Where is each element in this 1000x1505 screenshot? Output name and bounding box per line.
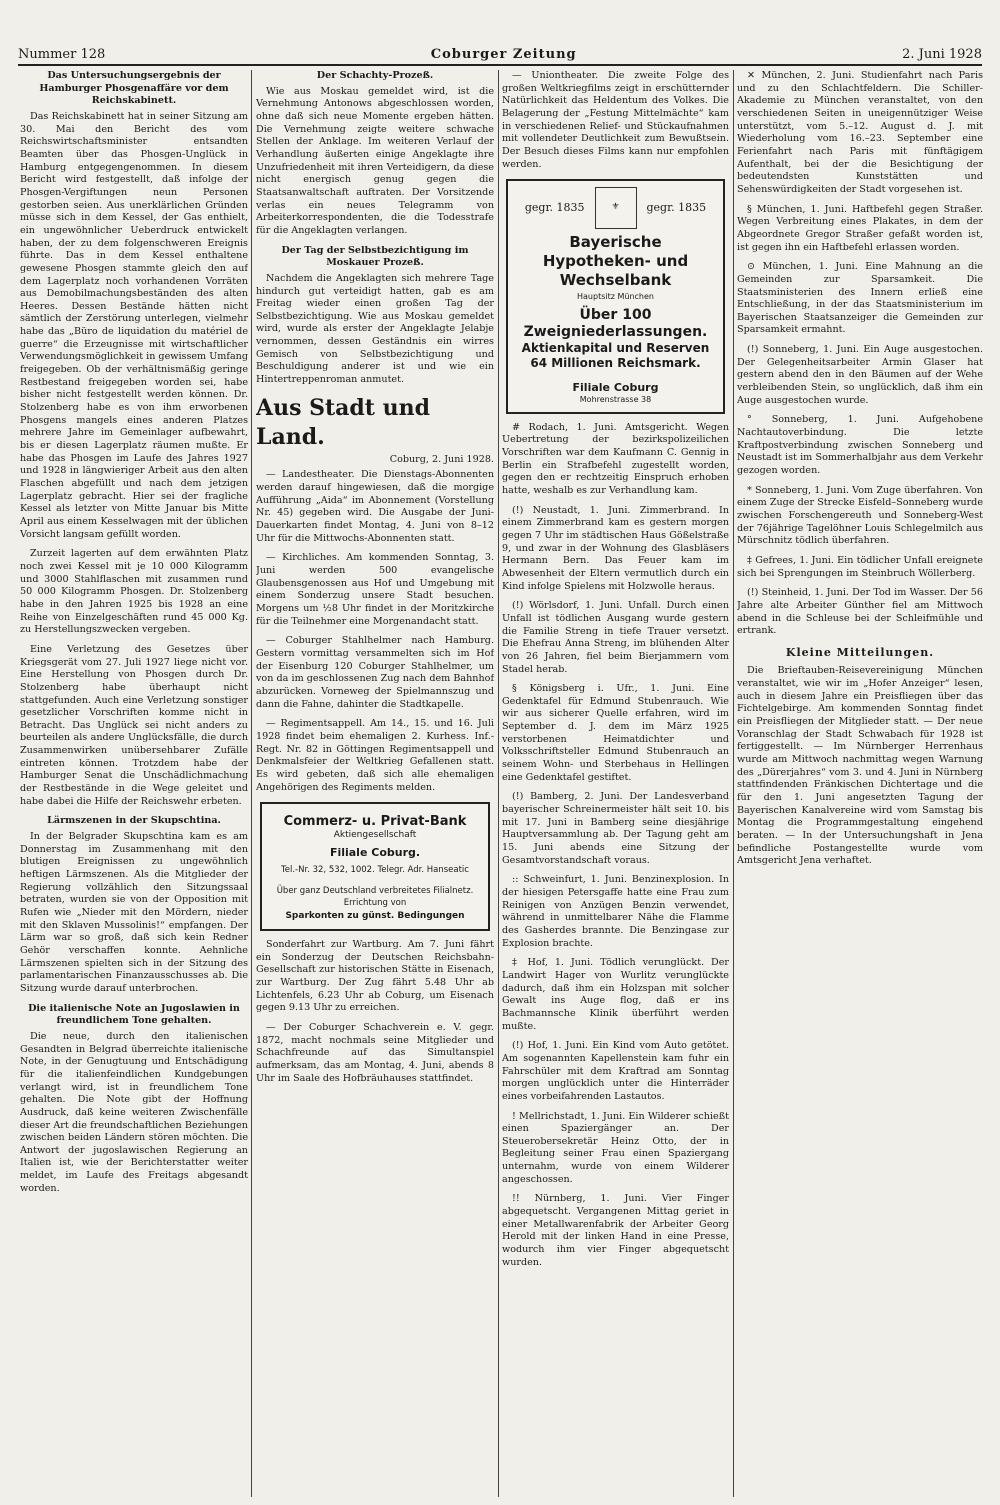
article bbox=[502, 1111, 729, 1187]
article bbox=[502, 505, 729, 594]
article-body: Das Reichskabinett hat in seiner Sitzung am 30. Mai den Bericht des vom Reichswirtschaftsminister entsandten Beamten über das Phosgen-Unglück in Hamburg entgegengenommen. In diesem Bericht wird festgestellt, daß infolge der Phosgen-Vergiftungen neun Personen gestorben seien. Aus unerklärlichen Gründen müsse sich in dem Kessel, der Gas enthielt, ein ungewöhnlicher Ueberdruck entwickelt haben, der zu dem folgenschweren Ereignis führte. Das in dem Kessel enthaltene gewesene Phosgen stammte gleich den auf dem Lagerplatz noch vorhandenen Vorräten aus Demobilmachungsbeständen des alten Heeres. Dessen Bestände hätten nicht sämtlich der Zerstörung unterlegen, vielmehr habe das „Büro de liquidation du matériel de guerre“ die Erzeugnisse mit wirtschaftlicher Verwendungsmöglichkeit in gewissem Umfang freigegeben. Ob der verhältnismäßig geringe Restbestand freigegeben worden sei, habe bisher nicht festgestellt werden können. Dr. Stolzenberg habe es von ihm erworbenen Phosgens mangels eines anderen Platzes mehrere Jahre im Gemeinlager aufbewahrt, bis er diesen Lagerplatz räumen mußte. Er habe das Phosgen im Laufe des Jahres 1927 und 1928 in längwieriger Arbeit aus den alten Flaschen abgefüllt und nach dem jetzigen Lagerplatz gebracht. Hier sei der fragliche Kessel als letzter von Mitte Januar bis Mitte April aus einem Kesselwagen mit der üblichen Vorsicht langsam gefüllt worden. bbox=[20, 110, 248, 540]
issue-number: Nummer 128 bbox=[18, 47, 106, 62]
article bbox=[502, 957, 729, 1033]
article-body: ‡ Hof, 1. Juni. Tödlich verunglückt. Der Landwirt Hager von Wurlitz verunglückte dadurch, daß ihm ein Holzspan mit solcher Gewalt ins Auge flog, daß er ins Bachmannsche Klinik überführt werden mußte. bbox=[502, 957, 729, 1032]
article bbox=[256, 552, 494, 628]
article-body: ⊙ München, 1. Juni. Eine Mahnung an die Gemeinden zur Sparsamkeit. Die Staatsministerien des Innern erließ eine Entschließung, in der das Staatsministerium im Bayerischen Staatsanzeiger die Gemeinden zur Sparsamkeit ermahnt. bbox=[737, 261, 983, 336]
ad-headquarters: Hauptsitz München bbox=[577, 291, 654, 301]
article-body: — Kirchliches. Am kommenden Sonntag, 3. Juni werden 500 evangelische Glaubensgenossen aus Hof und Umgebung mit einem Sonderzug unsere Stadt besuchen. Morgens um ½8 Uhr findet in der Moritzkirche für die Teilnehmer eine Morgenandacht statt. bbox=[256, 552, 494, 627]
article bbox=[737, 665, 983, 868]
column-divider bbox=[251, 70, 252, 1497]
article-body: Die Brieftauben-Reisevereinigung München veranstaltet, wie wir im „Hofer Anzeiger“ lesen, auch in diesem Jahre ein Preisfliegen über das Fichtelgebirge. Am kommenden Sonntag findet ein Preisfliegen der Mitglieder statt. — Der neue Voranschlag der Stadt Schwabach für 1928 ist fertiggestellt. — Im Nürnberger Herrenhaus wurde am Mittwoch nachmittag wegen Warnung des „Dürerjahres“ vom 3. und 4. Juni in Nürnberg stattfindenden Fränkischen Dichtertage und die für den 1. Juni angesetzten Tagung der Bayerischen Kanalvereine wird vom Samstag bis Montag die Programmgestaltung eingehend beraten. — In der Untersuchungshaft in Jena befindliche Postangestellte wurde vom Amtsgericht Jena verhaftet. bbox=[737, 665, 983, 867]
ad-branch: Filiale Coburg bbox=[572, 380, 659, 394]
article bbox=[20, 815, 248, 995]
ad-footer-line: Über ganz Deutschland verbreitetes Filialnetz. bbox=[276, 886, 474, 897]
article bbox=[256, 939, 494, 1015]
ad-footer bbox=[268, 886, 482, 923]
article bbox=[502, 70, 729, 171]
article-body: ✕ München, 2. Juni. Studienfahrt nach Paris und zu den Schlachtfeldern. Die Schiller-Akademie zu München veranstaltet, von den verschiedenen Seiten in uneigennütziger Weise unterstützt, vom 5.–12. August d. J. mit Wiederholung vom 16.–23. September eine Ferienfahrt nach Paris mit fünftägigem Aufenthalt, bei der die Besichtigung der bedeutendsten Kunststätten und Sehenswürdigkeiten der Stadt vorgesehen ist. bbox=[737, 70, 983, 195]
article-body: Nachdem die Angeklagten sich mehrere Tage hindurch gut verteidigt hatten, gab es am Freitag wieder einen großen Tag der Selbstbezichtigung. Wie aus Moskau gemeldet wird, wurde als erster der Angeklagte Jelabje vernommen, dessen Geständnis ein wirres Gemisch von Selbstbezichtigung und Beschuldigung anderer ist und wie ein Hintertreppenroman anmutet. bbox=[256, 272, 494, 386]
article-body: — Uniontheater. Die zweite Folge des großen Weltkriegfilms zeigt in erschütternder Natürlichkeit das Heldentum des Volkes. Die Belagerung der „Festung Mittelmächte“ kam in verschiedenen Relief- und Stückaufnahmen mit vollendeter Deutlichkeit zum Bewußtsein. Der Besuch dieses Films kann nur empfohlen werden. bbox=[502, 70, 729, 170]
ad-amount: 64 Millionen Reichsmark. bbox=[530, 355, 701, 370]
column-divider bbox=[733, 70, 734, 1497]
article-body: Zurzeit lagerten auf dem erwähnten Platz noch zwei Kessel mit je 10 000 Kilogramm und 3000 Stahlflaschen mit zusammen rund 50 000 Kilogramm Phosgen. Dr. Stolzenberg habe in den Jahren 1925 bis 1928 an eine Reihe von Einzelgeschäften rund 45 000 Kg. zu Herstellungszwecken vergeben. bbox=[20, 548, 248, 636]
article-title: Der Schachty-Prozeß. bbox=[316, 70, 434, 81]
article bbox=[502, 1193, 729, 1269]
article-body: — Regimentsappell. Am 14., 15. und 16. Juli 1928 findet beim ehemaligen 2. Kurhess. Inf.-Regt. Nr. 82 in Göttingen Regimentsappell und Denkmalsfeier der Weltkrieg Gefallenen statt. Es wird gebeten, daß sich alle ehemaligen Angehörigen des Regiments melden. bbox=[256, 718, 494, 793]
article bbox=[502, 791, 729, 867]
column-1 bbox=[20, 70, 248, 1497]
article bbox=[256, 635, 494, 711]
section-heading: Aus Stadt und Land. bbox=[256, 394, 430, 450]
article-title: Das Untersuchungsergebnis der Hamburger Phosgenaffäre vor dem Reichskabinett. bbox=[39, 70, 229, 107]
ad-footer-emphasis: Sparkonten zu günst. Bedingungen bbox=[285, 911, 465, 922]
article bbox=[737, 204, 983, 255]
article bbox=[737, 414, 983, 477]
page-header bbox=[18, 42, 982, 62]
article bbox=[256, 1022, 494, 1085]
article bbox=[737, 70, 983, 197]
article bbox=[20, 1003, 248, 1196]
ad-branches: Über 100 Zweigniederlassungen. bbox=[523, 307, 708, 340]
article-body: — Der Coburger Schachverein e. V. gegr. 1872, macht nochmals seine Mitglieder und Schachfreunde auf das Simultanspiel aufmerksam, das am Montag, 4. Juni, abends 8 Uhr im Saale des Hofbräuhauses stattfindet. bbox=[256, 1022, 494, 1084]
column-4 bbox=[737, 70, 983, 1497]
article-body: § Königsberg i. Ufr., 1. Juni. Eine Gedenktafel für Edmund Stubenrauch. Wie wir aus sicherer Quelle erfahren, wird im September d. J. dem im März 1925 verstorbenen Heimatdichter und Volksschriftsteller Edmund Stubenrauch an seinem Wohn- und Sterbehaus in Hellingen eine Gedenktafel gestiftet. bbox=[502, 683, 729, 783]
ad-year: gegr. 1835 bbox=[524, 200, 585, 214]
column-2 bbox=[256, 70, 494, 1497]
article bbox=[256, 70, 494, 238]
column-divider bbox=[498, 70, 499, 1497]
ad-established bbox=[514, 187, 717, 229]
ad-bank-name: Bayerische Hypotheken- und Wechselbank bbox=[542, 233, 689, 289]
article-body: (!) Neustadt, 1. Juni. Zimmerbrand. In einem Zimmerbrand kam es gestern morgen gegen 7 Uhr im städtischen Haus Gößelstraße 9, und zwar in der Wohnung des Glasbläsers Hermann Bern. Das Feuer kam im Abwesenheit der Eltern vermutlich durch ein Kind infolge Spielens mit Holzwolle heraus. bbox=[502, 504, 729, 592]
ad-bank-name: Commerz- u. Privat-Bank bbox=[283, 814, 467, 830]
article-body: (!) Wörlsdorf, 1. Juni. Unfall. Durch einen Unfall ist tödlichen Ausgang wurde gestern die Familie Streng in tiefe Trauer versetzt. Die Ehefrau Anna Streng, im blühenden Alter von 26 Jahren, fiel beim Bierjammern vom Stadel herab. bbox=[502, 600, 729, 675]
article-body: — Coburger Stahlhelmer nach Hamburg. Gestern vormittag versammelten sich im Hof der Eisenburg 120 Coburger Stahlhelmer, um von da im geschlossenen Zug nach dem Bahnhof abzurücken. Vorneweg der Spielmannszug und dann die Fahne, dahinter die Stadtkapelle. bbox=[256, 635, 494, 710]
article-body: # Rodach, 1. Juni. Amtsgericht. Wegen Uebertretung der bezirkspolizeilichen Vorschriften war dem Kaufmann C. Gennig in Berlin ein Strafbefehl zugestellt worden, gegen den er rechtzeitig Einspruch erhoben hatte, weshalb es zur Verhandlung kam. bbox=[502, 421, 729, 496]
article bbox=[20, 548, 248, 637]
article bbox=[502, 600, 729, 676]
article bbox=[737, 485, 983, 548]
article-body: ! Mellrichstadt, 1. Juni. Ein Wilderer schießt einen Spaziergänger an. Der Steuerobersekretär Heinz Otto, der in Begleitung seiner Frau einen Spaziergang unternahm, wurde von einem Wilderer angeschossen. bbox=[502, 1110, 729, 1185]
article bbox=[256, 469, 494, 545]
article bbox=[502, 683, 729, 784]
article-body: :: Schweinfurt, 1. Juni. Benzinexplosion. In der hiesigen Petersgaffe hatte eine Frau zum Reinigen von Anzügen Benzin verwendet, während in unmittelbarer Nähe die Flamme des Gasherdes brannte. Die Benzingase zur Explosion brachte. bbox=[502, 874, 729, 949]
ad-telephone: Tel.-Nr. 32, 532, 1002. Telegr. Adr. Hanseatic bbox=[281, 865, 469, 876]
article-body: (!) Sonneberg, 1. Juni. Ein Auge ausgestochen. Der Gelegenheitsarbeiter Armin Glaser hat gestern abend den in den Bäumen auf der Wehe verbleibenden Stein, so unglücklich, daß ihm ein Auge ausgestochen wurde. bbox=[737, 344, 983, 406]
coat-of-arms-icon: ⚜ bbox=[595, 187, 637, 229]
header-rule bbox=[18, 64, 982, 66]
article bbox=[737, 344, 983, 407]
article-body: ° Sonneberg, 1. Juni. Aufgehobene Nachtautoverbindung. Die letzte Kraftpostverbindung zwischen Sonneberg und Neustadt ist im Sommerhalbjahr aus dem Verkehr gezogen worden. bbox=[737, 414, 983, 477]
article-body: In der Belgrader Skupschtina kam es am Donnerstag im Zusammenhang mit den blutigen Ereignissen zu ungewöhnlich heftigen Lärmszenen. Als die Mitglieder der Regierung vollzählich den Sitzungssaal betraten, wurden sie von der Opposition mit Rufen wie „Nieder mit den Mördern, nieder mit den Sklaven Mussolinis!“ empfangen. Der Lärm war so groß, daß sich kein Redner Gehör verschaffen konnte. Aehnliche Lärmszenen spielten sich in der Sitzung des parlamentarischen Finanzausschusses ab. Die Sitzung wurde darauf unterbrochen. bbox=[20, 831, 248, 994]
article bbox=[737, 587, 983, 638]
article bbox=[20, 70, 248, 541]
article bbox=[502, 1040, 729, 1103]
article bbox=[256, 718, 494, 794]
article bbox=[502, 422, 729, 498]
issue-date: 2. Juni 1928 bbox=[902, 47, 982, 62]
article-title: Der Tag der Selbstbezichtigung im Moskauer Prozeß. bbox=[281, 244, 469, 269]
article-body: Die neue, durch den italienischen Gesandten in Belgrad überreichte italienische Note, in der Genugtuung und Entschädigung für die italienfeindlichen Kundgebungen verlangt wird, ist in freundlichem Tone gehalten. Die Note gibt der Hoffnung Ausdruck, daß keine weiteren Zwischenfälle dieser Art die freundschaftlichen Beziehungen zwischen beiden Ländern stören möchten. Die Antwort der jugoslawischen Regierung an Italien ist, wie der Berichterstatter weiter meldet, im Laufe des Freitags abgesandt worden. bbox=[20, 1030, 248, 1194]
article-body: (!) Bamberg, 2. Juni. Der Landesverband bayerischer Schreinermeister hält seit 10. bis mit 17. Juni in Bamberg seine diesjährige Hauptversammlung ab. Der Tagung geht am 15. Juni abends eine Sitzung der Gesamtvorstandschaft voraus. bbox=[502, 791, 729, 866]
article-title: Lärmszenen in der Skupschtina. bbox=[47, 815, 221, 827]
article bbox=[737, 555, 983, 580]
ad-subtitle: Aktiengesellschaft bbox=[333, 829, 417, 840]
commerz-bank-advertisement bbox=[260, 802, 490, 931]
dateline: Coburg, 2. Juni 1928. bbox=[389, 453, 494, 465]
article-body: § München, 1. Juni. Haftbefehl gegen Straßer. Wegen Verbreitung eines Plakates, in dem der Abgeordnete Gregor Straßer gefaßt worden ist, ist gegen ihn ein Haftbefehl erlassen worden. bbox=[737, 203, 983, 253]
masthead: Coburger Zeitung bbox=[430, 47, 577, 62]
article bbox=[737, 261, 983, 337]
article bbox=[502, 874, 729, 950]
column-3 bbox=[502, 70, 729, 1497]
ad-year: gegr. 1835 bbox=[646, 200, 707, 214]
ad-street: Mohrenstrasse 38 bbox=[579, 395, 652, 405]
article-body: Eine Verletzung des Gesetzes über Kriegsgerät vom 27. Juli 1927 liege nicht vor. Eine Herstellung von Phosgen durch Dr. Stolzenberg habe überhaupt nicht stattgefunden. Auch eine Verletzung sonstiger gesetzlicher Vorschriften komme nicht in Betracht. Das Unglück sei nicht anders zu beurteilen als andere Unglücksfälle, die durch Zusammenwirken unübersehbarer Zufälle eintreten können. Trotzdem habe der Hamburger Senat die Unschädlichmachung der Restbestände in die Wege geleitet und habe dabei die Hilfe der Reichswehr erbeten. bbox=[20, 643, 248, 807]
article-body: ‡ Gefrees, 1. Juni. Ein tödlicher Unfall ereignete sich bei Sprengungen im Steinbruch Wöllerberg. bbox=[737, 554, 983, 579]
article-body: (!) Hof, 1. Juni. Ein Kind vom Auto getötet. Am sogenannten Kapellenstein kam fuhr ein Fahrschüler mit dem Kraftrad am Sonntag morgen unglücklich unter die Hinterräder eines vorbeifahrenden Lastautos. bbox=[502, 1040, 729, 1102]
article-title: Die italienische Note an Jugoslawien in freundlichem Tone gehalten. bbox=[28, 1002, 240, 1027]
ad-capital: Aktienkapital und Reserven bbox=[521, 340, 710, 355]
article-body: * Sonneberg, 1. Juni. Vom Zuge überfahren. Von einem Zuge der Strecke Eisfeld–Sonneberg wurde zwischen Forschengereuth und Sonneberg-West der 76jährige Tagelöhner Louis Schlegelmilch aus Mürschnitz tödlich überfahren. bbox=[737, 484, 983, 547]
ad-branch: Filiale Coburg. bbox=[329, 845, 421, 859]
article-body: Wie aus Moskau gemeldet wird, ist die Vernehmung Antonows abgeschlossen worden, ohne daß sich neue Momente ergeben hätten. Die Vernehmung zeigte weitere schwache Stellen der Anklage. Im weiteren Verlauf der Verhandlung äußerten einige Angeklagte ihre Unzufriedenheit mit ihren Verteidigern, da diese nicht energisch genug gegen die Staatsanwaltschaft auftraten. Der Vorsitzende verlas ein neues Telegramm von Arbeiterkorrespondenten, die die Todesstrafe für die Angeklagten verlangen. bbox=[256, 85, 494, 236]
ad-footer-line: Errichtung von bbox=[343, 898, 407, 909]
bank-advertisement bbox=[506, 179, 725, 413]
section-heading: Kleine Mitteilungen. bbox=[785, 645, 935, 659]
article bbox=[256, 245, 494, 387]
article-body: (!) Steinheid, 1. Juni. Der Tod im Wasser. Der 56 Jahre alte Arbeiter Günther fiel am Mittwoch abend in die Schleuse bei der Schleifmühle und ertrank. bbox=[737, 587, 983, 637]
article bbox=[20, 644, 248, 809]
article-body: !! Nürnberg, 1. Juni. Vier Finger abgequetscht. Vergangenen Mittag geriet in einer Metallwarenfabrik der Arbeiter Georg Herold mit der linken Hand in eine Presse, wodurch ihm vier Finger abgequetscht wurden. bbox=[502, 1193, 729, 1268]
article-body: — Landestheater. Die Dienstags-Abonnenten werden darauf hingewiesen, daß die morgige Aufführung „Aida“ im Abonnement (Vorstellung Nr. 45) gegeben wird. Die Ausgabe der Juni-Dauerkarten findet Montag, 4. Juni von 8–12 Uhr für die Mittwochs-Abonnenten statt. bbox=[256, 469, 494, 544]
article-body: Sonderfahrt zur Wartburg. Am 7. Juni fährt ein Sonderzug der Deutschen Reichsbahn-Gesellschaft zur historischen Stätte in Eisenach, zur Wartburg. Der Zug fährt 5.48 Uhr ab Lichtenfels, 6.23 Uhr ab Coburg, um Eisenach gegen 9.13 Uhr zu erreichen. bbox=[256, 939, 494, 1014]
